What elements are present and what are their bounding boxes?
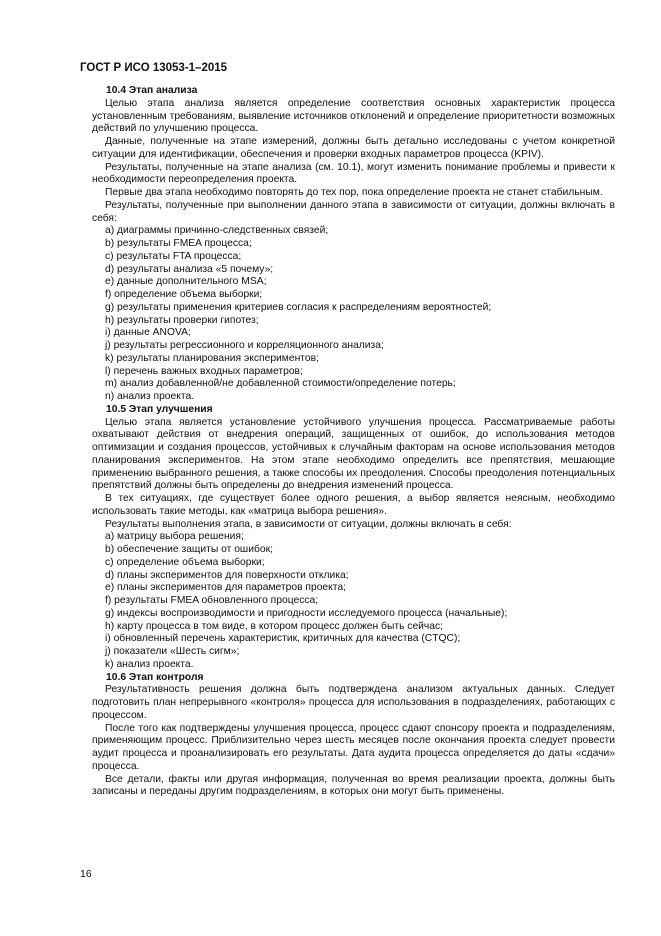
list-item: d) результаты анализа «5 почему»; bbox=[105, 263, 274, 275]
list-item: h) результаты проверки гипотез; bbox=[105, 314, 259, 326]
list-item: g) индексы воспроизводимости и пригодности исследуемого процесса (начальные); bbox=[105, 607, 508, 619]
paragraph: Все детали, факты или другая информация, полученная во время реализации проекта, должны быть записаны и переданы другим подразделениям, в которых они могут быть применены. bbox=[92, 773, 615, 798]
list-item: k) анализ проекта. bbox=[105, 658, 194, 670]
list-item: a) диаграммы причинно-следственных связей; bbox=[105, 225, 329, 237]
list-item: l) перечень важных входных параметров; bbox=[105, 365, 303, 377]
list-item: j) результаты регрессионного и корреляционного анализа; bbox=[105, 340, 384, 351]
paragraph: Результаты, полученные на этапе анализа (см. 10.1), могут изменить понимание проблемы и привести к необходимости переопределения проекта. bbox=[92, 161, 615, 186]
section-heading-improvement: 10.5 Этап улучшения bbox=[106, 403, 213, 415]
page-content bbox=[92, 85, 615, 799]
list-item: g) результаты применения критериев согласия к распределениям вероятностей; bbox=[105, 301, 492, 313]
list-item: k) результаты планирования экспериментов; bbox=[105, 352, 319, 364]
page-number: 16 bbox=[80, 868, 92, 880]
paragraph: Данные, полученные на этапе измерений, должны быть детально исследованы с учетом конкретной ситуации для идентификации, обеспечения и проверки входных параметров процесса (KPIV). bbox=[92, 136, 615, 160]
list-item: a) матрицу выбора решения; bbox=[105, 531, 244, 543]
list-item: b) результаты FMEA процесса; bbox=[105, 238, 252, 249]
list-item: i) обновленный перечень характеристик, критичных для качества (CTQC); bbox=[105, 633, 461, 645]
improvement-results-list bbox=[92, 531, 615, 671]
list-item: e) планы экспериментов для параметров проекта; bbox=[105, 582, 346, 594]
paragraph: Целью этапа анализа является определение соответствия основных характеристик процесса установленным требованиям, выявление источников отклонений и определение приоритетности возможных действий по улучшению процесса. bbox=[92, 97, 615, 135]
paragraph: Результаты, полученные при выполнении данного этапа в зависимости от ситуации, должны включать в себя: bbox=[92, 199, 615, 224]
paragraph: В тех ситуациях, где существует более одного решения, а выбор является неясным, необходимо использовать такие методы, как «матрица выбора решения». bbox=[92, 493, 615, 517]
analysis-results-list bbox=[92, 225, 615, 404]
list-item: i) данные ANOVA; bbox=[105, 327, 191, 339]
list-item: c) результаты FTA процесса; bbox=[105, 250, 242, 262]
paragraph: Результаты выполнения этапа, в зависимости от ситуации, должны включать в себя: bbox=[105, 518, 512, 530]
list-item: b) обеспечение защиты от ошибок; bbox=[105, 544, 273, 555]
list-item: j) показатели «Шесть сигм»; bbox=[105, 646, 240, 657]
list-item: h) карту процесса в том виде, в котором процесс должен быть сейчас; bbox=[105, 620, 444, 632]
list-item: d) планы экспериментов для поверхности отклика; bbox=[105, 569, 349, 581]
paragraph: Результативность решения должна быть подтверждена анализом актуальных данных. Следует подготовить план непрерывного «контроля» процесса для использования в подразделениях, работающих с процессом. bbox=[92, 684, 615, 721]
standard-title: ГОСТ Р ИСО 13053-1–2015 bbox=[80, 62, 228, 74]
list-item: n) анализ проекта. bbox=[105, 391, 195, 402]
paragraph: Целью этапа является установление устойчивого улучшения процесса. Рассматриваемые работы охватывают действия от внедрения операций, защищенных от ошибок, до использования методов оптимизации и создания процессов, устойчивых к случайным факторам на основе использования методов планирования экспериментов. На этом этапе необходимо определить все препятствия, мешающие применению выбранного решения, а также способы их преодоления. Способы преодоления потенциальных препятствий должны быть определены до внедрения изменений процесса. bbox=[92, 416, 615, 492]
list-item: m) анализ добавленной/не добавленной стоимости/определение потерь; bbox=[105, 378, 456, 390]
list-item: c) определение объема выборки; bbox=[105, 556, 265, 568]
list-item: e) данные дополнительного MSA; bbox=[105, 276, 267, 288]
list-item: f) определение объема выборки; bbox=[105, 289, 263, 300]
section-heading-control: 10.6 Этап контроля bbox=[106, 671, 204, 683]
list-item: f) результаты FMEA обновленного процесса; bbox=[105, 595, 319, 606]
section-heading-analysis: 10.4 Этап анализа bbox=[106, 85, 198, 96]
paragraph: Первые два этапа необходимо повторять до тех пор, пока определение проекта не станет стабильным. bbox=[105, 187, 603, 198]
paragraph: После того как подтверждены улучшения процесса, процесс сдают спонсору проекта и подразделениям, применяющим процесс. Приблизительно через шесть месяцев после окончания проекта следует провести аудит процесса и проанализировать его результаты. Дата аудита процесса определяется до даты «сдачи» процесса. bbox=[92, 722, 615, 772]
